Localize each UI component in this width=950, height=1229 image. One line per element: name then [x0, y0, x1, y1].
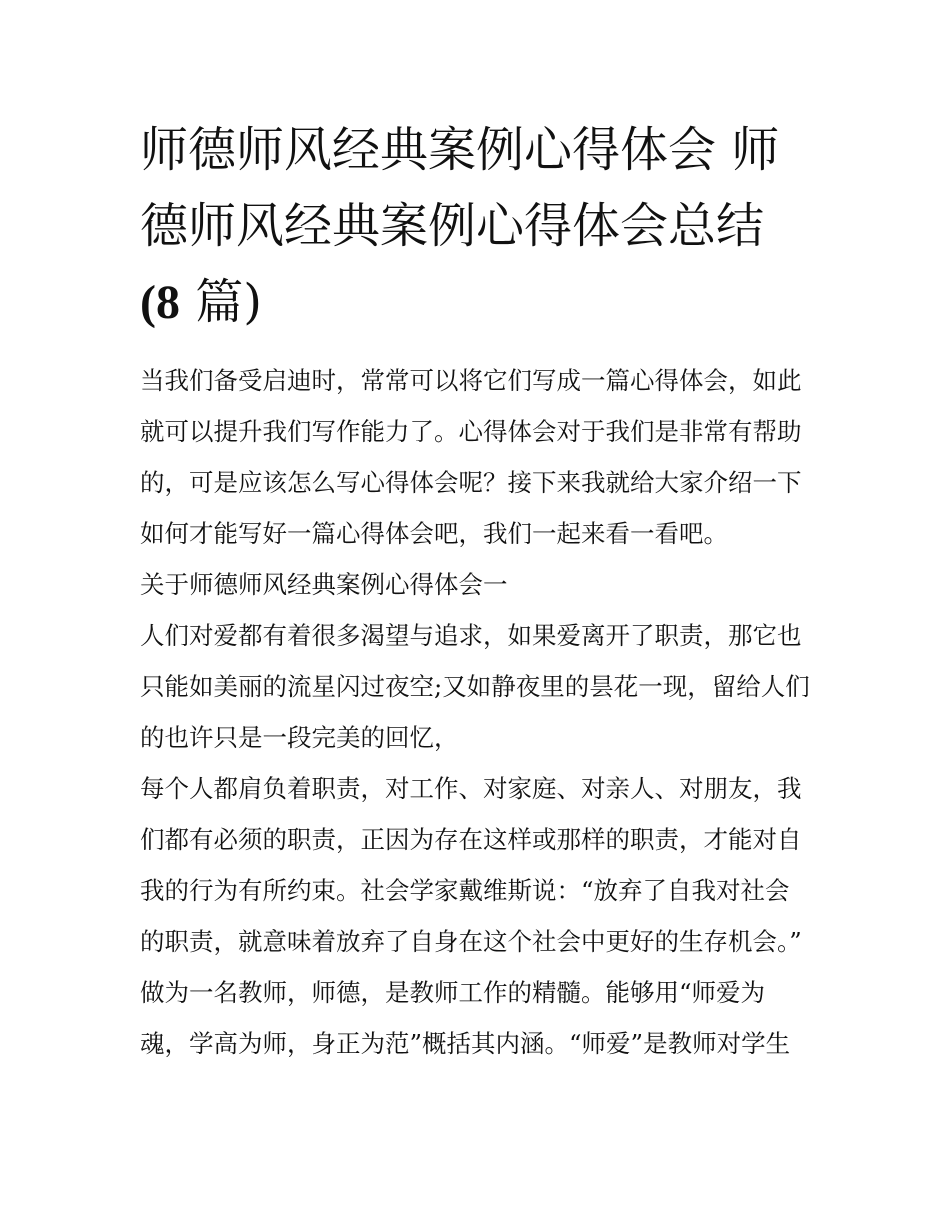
paragraph-love: 人们对爱都有着很多渴望与追求，如果爱离开了职责，那它也只能如美丽的流星闪过夜空;又如静夜里的昙花一现，留给人们的也许只是一段完美的回忆，	[140, 621, 810, 752]
document-body	[140, 355, 812, 1069]
paragraph-teacher: 做为一名教师，师德，是教师工作的精髓。能够用“师爱为魂，学高为师，身正为范”概括其内涵。“师爱”是教师对学生	[140, 978, 791, 1058]
title-suffix: 篇)	[179, 274, 262, 330]
paragraph-duty: 每个人都肩负着职责，对工作、对家庭、对亲人、对朋友，我们都有必须的职责，正因为存在这样或那样的职责，才能对自我的行为有所约束。社会学家戴维斯说：“放弃了自我对社会的职责，就意味着放弃了自身在这个社会中更好的生存机会。”	[140, 774, 802, 956]
paragraph-intro: 当我们备受启迪时，常常可以将它们写成一篇心得体会，如此就可以提升我们写作能力了。心得体会对于我们是非常有帮助的，可是应该怎么写心得体会呢？接下来我就给大家介绍一下如何才能写好一篇心得体会吧，我们一起来看一看吧。	[140, 366, 802, 548]
title-text: 师德师风经典案例心得体会 师德师风经典案例心得体会总结	[140, 122, 780, 254]
document-title	[140, 112, 812, 341]
section-heading: 关于师德师风经典案例心得体会一	[140, 570, 508, 599]
title-count: (8	[140, 276, 180, 329]
document-content	[140, 112, 812, 1069]
